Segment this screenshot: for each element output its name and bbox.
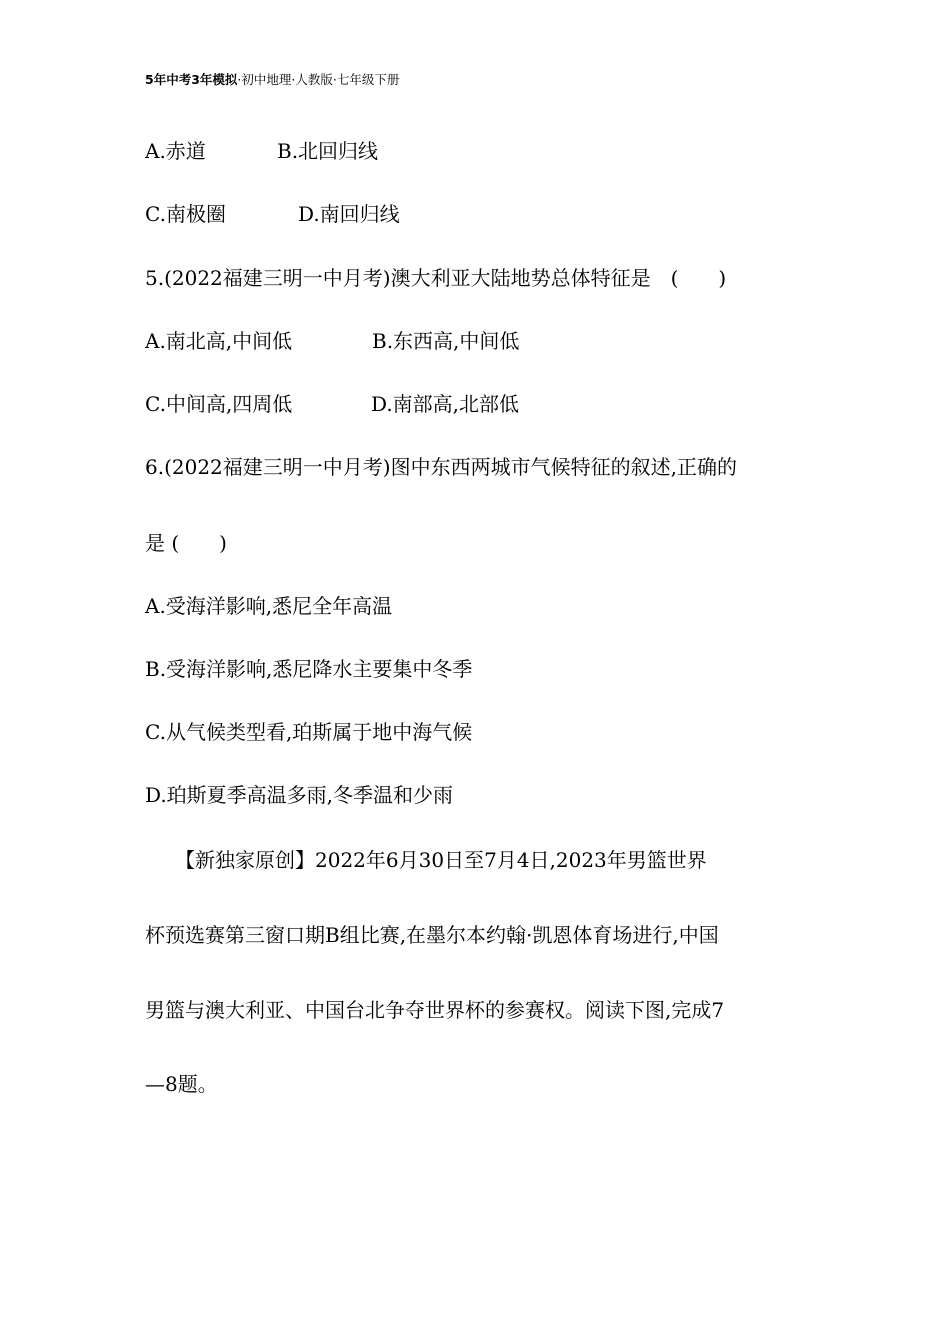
q4-option-row-1: [145, 139, 379, 163]
book-title: 5年中考3年模拟: [145, 72, 238, 87]
q5-option-row-1: [145, 329, 520, 353]
q5-option-c: C.中间高,四周低: [145, 392, 293, 416]
passage-line-1: 【新独家原创】2022年6月30日至7月4日,2023年男篮世界: [145, 848, 707, 872]
passage-line-2: 杯预选赛第三窗口期B组比赛,在墨尔本约翰·凯恩体育场进行,中国: [145, 923, 719, 947]
q4-option-b: B.北回归线: [277, 139, 379, 163]
q4-option-d: D.南回归线: [298, 202, 400, 226]
running-header: [145, 70, 399, 88]
q5-option-row-2: [145, 392, 520, 416]
q6-stem-line-1: 6.(2022福建三明一中月考)图中东西两城市气候特征的叙述,正确的: [145, 455, 737, 479]
q4-option-row-2: [145, 202, 400, 226]
q6-option-a: A.受海洋影响,悉尼全年高温: [145, 594, 393, 618]
q5-stem: 5.(2022福建三明一中月考)澳大利亚大陆地势总体特征是 ( ): [145, 266, 727, 290]
q4-option-a: A.赤道: [145, 139, 206, 163]
q5-option-b: B.东西高,中间低: [372, 329, 520, 353]
q4-option-c: C.南极圈: [145, 202, 226, 226]
q6-option-b: B.受海洋影响,悉尼降水主要集中冬季: [145, 657, 473, 681]
q5-option-d: D.南部高,北部低: [371, 392, 520, 416]
passage-line-3: 男篮与澳大利亚、中国台北争夺世界杯的参赛权。阅读下图,完成7: [145, 998, 725, 1022]
q6-stem-line-2: 是 ( ): [145, 531, 227, 555]
passage-line-4: —8题。: [145, 1072, 218, 1096]
book-subtitle: ·初中地理·人教版·七年级下册: [237, 72, 400, 87]
q6-option-c: C.从气候类型看,珀斯属于地中海气候: [145, 720, 473, 744]
q5-option-a: A.南北高,中间低: [145, 329, 293, 353]
q6-option-d: D.珀斯夏季高温多雨,冬季温和少雨: [145, 783, 454, 807]
